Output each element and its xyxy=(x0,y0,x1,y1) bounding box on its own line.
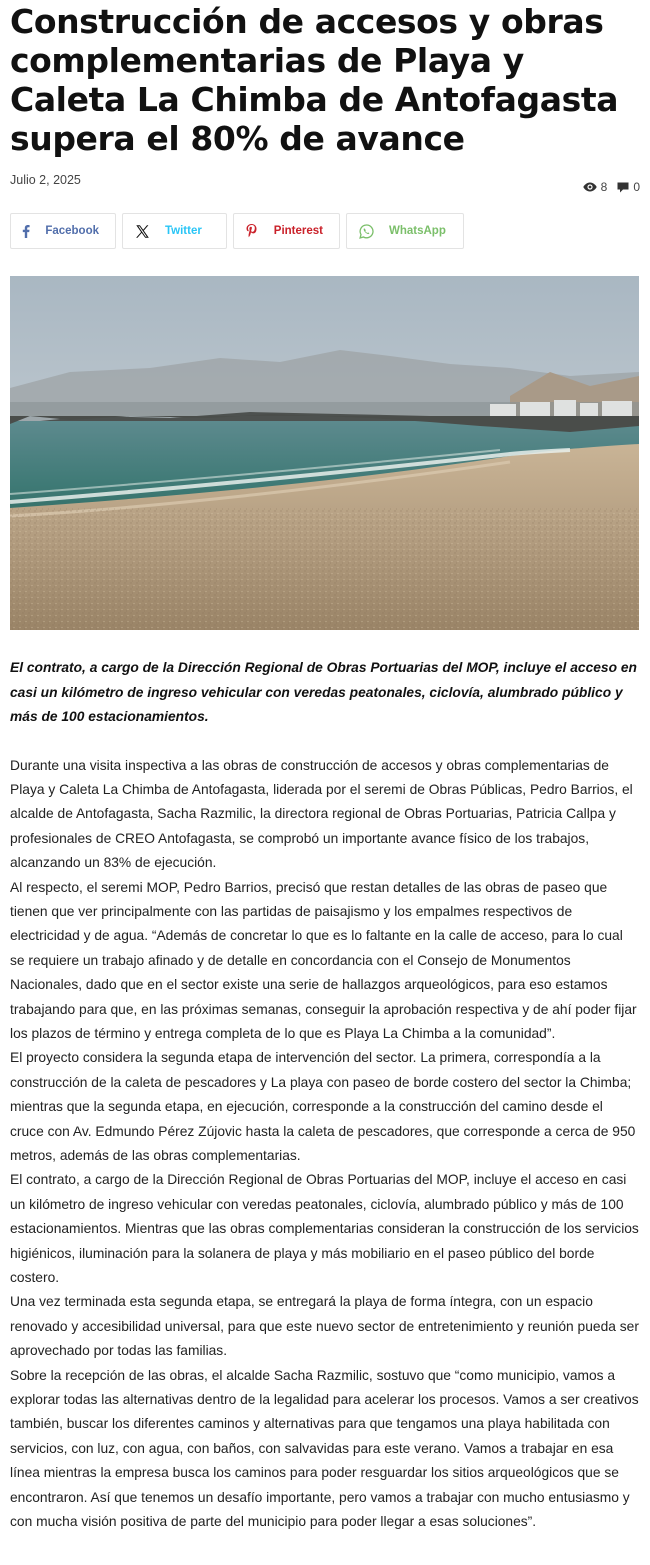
share-twitter-label: Twitter xyxy=(165,225,202,237)
comments-count: 0 xyxy=(633,180,640,194)
share-pinterest-label: Pinterest xyxy=(273,225,323,237)
article-body xyxy=(10,754,640,1535)
paragraph: Al respecto, el seremi MOP, Pedro Barrios, precisó que restan detalles de las obras de paseo que tienen que ver principalmente con las partidas de paisajismo y los empalmes respectivos de electricidad y de agua. “Además de concretar lo que es lo faltante en la calle de acceso, para lo cual se requiere un trabajo afinado y de detalle en concordancia con el Consejo de Monumentos Nacionales, dado que en el sector existe una serie de hallazgos arqueológicos, para eso estamos trabajando para que, en las próximas semanas, conseguir la aprobación respectiva y de ahí poder fijar los plazos de término y entrega completa de lo que es Playa La Chimba a la comunidad”. xyxy=(10,879,637,1041)
paragraph: El proyecto considera la segunda etapa de intervención del sector. La primera, correspondía a la construcción de la caleta de pescadores y La playa con paseo de borde costero del sector la Chimba; mientras que la segunda etapa, en ejecución, corresponde a la construcción del camino desde el cruce con Av. Edmundo Pérez Zújovic hasta la caleta de pescadores, que corresponde a cerca de 950 metros, además de las obras complementarias. xyxy=(10,1050,636,1163)
x-logo-icon xyxy=(123,225,161,238)
pinterest-icon xyxy=(234,224,270,238)
paragraph: El contrato, a cargo de la Dirección Regional de Obras Portuarias del MOP, incluye el acceso en casi un kilómetro de ingreso vehicular con veredas peatonales, ciclovía, alumbrado público y más de 100 estacionamientos. Mientras que las obras complementarias consideran la construcción de los servicios higiénicos, iluminación para la solanera de playa y más mobiliario en el paseo público del borde costero. xyxy=(10,1172,639,1286)
comments-counter[interactable] xyxy=(617,180,640,194)
share-twitter-button[interactable] xyxy=(122,213,227,249)
views-count: 8 xyxy=(600,180,608,194)
share-whatsapp-button[interactable] xyxy=(346,213,464,249)
share-pinterest-button[interactable] xyxy=(233,213,340,249)
share-whatsapp-label: WhatsApp xyxy=(389,225,446,237)
paragraph: Sobre la recepción de las obras, el alcalde Sacha Razmilic, sostuvo que “como municipio, vamos a explorar todas las alternativas dentro de la legalidad para acelerar los procesos. Vamos a ser creativos también, buscar los diferentes caminos y alternativas para que tengamos una playa habilitada con servicios, con luz, con agua, con baños, con salvavidas para este verano. Vamos a trabajar en esa línea mientras la empresa busca los caminos para poder resguardar los sitios arqueológicos que se encontraron. Así que tenemos un desafío importante, pero vamos a trabajar con mucho entusiasmo y con mucha visión positiva de parte del municipio para poder llegar a esas soluciones”. xyxy=(10,1367,639,1530)
paragraph: Una vez terminada esta segunda etapa, se entregará la playa de forma íntegra, con un espacio renovado y accesibilidad universal, para que este nuevo sector de entretenimiento y reunión pueda ser aprovechado por todas las familias. xyxy=(10,1294,639,1359)
eye-icon xyxy=(583,182,597,192)
publish-date: Julio 2, 2025 xyxy=(10,173,81,187)
share-facebook-button[interactable] xyxy=(10,213,116,249)
paragraph: Durante una visita inspectiva a las obras de construcción de accesos y obras complementarias de Playa y Caleta La Chimba de Antofagasta, liderada por el seremi de Obras Públicas, Pedro Barrios, el alcalde de Antofagasta, Sacha Razmilic, la directora regional de Obras Portuarias, Patricia Callpa y profesionales de CREO Antofagasta, se comprobó un importante avance físico de los trabajos, alcanzando un 83% de ejecución. xyxy=(10,757,633,871)
article-title: Construcción de accesos y obras complementarias de Playa y Caleta La Chimba de Antofagasta supera el 80% de avance xyxy=(10,2,619,158)
article-stats xyxy=(583,180,640,194)
article xyxy=(10,0,640,1535)
share-facebook-label: Facebook xyxy=(45,225,99,237)
article-meta xyxy=(10,170,640,208)
facebook-icon xyxy=(11,225,41,238)
views-counter xyxy=(583,180,608,194)
comment-icon xyxy=(617,182,629,193)
whatsapp-icon xyxy=(347,224,385,239)
article-lead: El contrato, a cargo de la Dirección Regional de Obras Portuarias del MOP, incluye el acceso en casi un kilómetro de ingreso vehicular con veredas peatonales, ciclovía, alumbrado público y más de 100 estacionamientos. xyxy=(10,660,637,724)
share-bar xyxy=(10,213,640,249)
beach-photo xyxy=(10,276,639,630)
